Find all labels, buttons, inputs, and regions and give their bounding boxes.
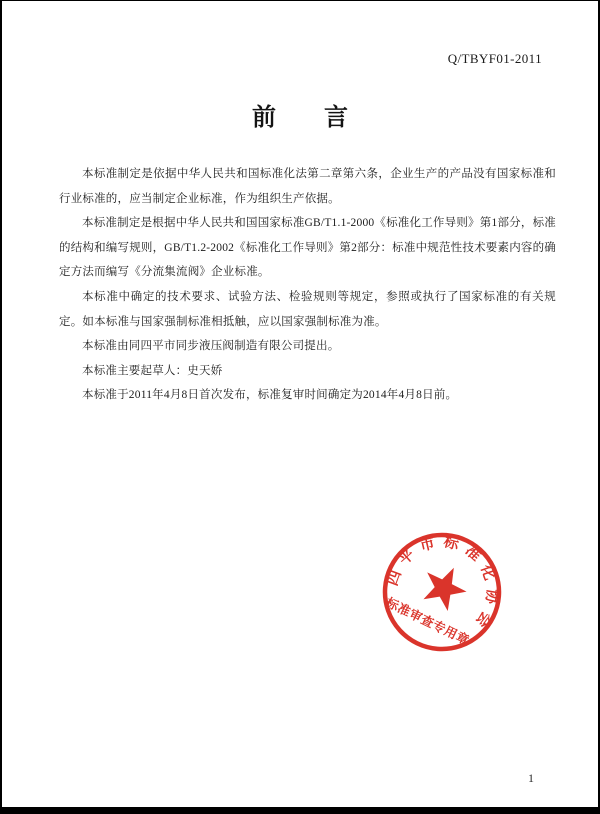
foreword-paragraph: 本标准中确定的技术要求、试验方法、检验规则等规定，参照或执行了国家标准的有关规定。如本标准与国家强制标准相抵触，应以国家强制标准为准。: [59, 290, 556, 328]
star-icon: [416, 558, 474, 615]
foreword-paragraph: 本标准主要起草人：史天娇: [82, 364, 223, 377]
approval-stamp: [367, 517, 517, 667]
foreword-paragraph: 本标准制定是根据中华人民共和国国家标准GB/T1.1-2000《标准化工作导则》第1部分，标准的结构和编写规则，GB/T1.2-2002《标准化工作导则》第2部分：标准中规范性技术要素内容的确定方法而编写《分流集流阀》企业标准。: [59, 217, 556, 279]
foreword-paragraph: 本标准于2011年4月8日首次发布，标准复审时间确定为2014年4月8日前。: [82, 389, 458, 402]
stamp-subtitle: 标准审查专用章: [383, 595, 472, 648]
page-number: 1: [528, 771, 534, 785]
foreword-body: [59, 162, 556, 408]
stamp-ring-text: 四平市标准化协会: [383, 533, 502, 636]
foreword-paragraph: 本标准制定是依据中华人民共和国标准化法第二章第六条，企业生产的产品没有国家标准和行业标准的，应当制定企业标准，作为组织生产依据。: [59, 168, 556, 205]
page-title: 前 言: [252, 104, 348, 131]
foreword-paragraph: 本标准由同四平市同步液压阀制造有限公司提出。: [82, 340, 340, 353]
paper-sheet: [2, 1, 598, 807]
standard-code-header: Q/TBYF01-2011: [447, 51, 542, 66]
